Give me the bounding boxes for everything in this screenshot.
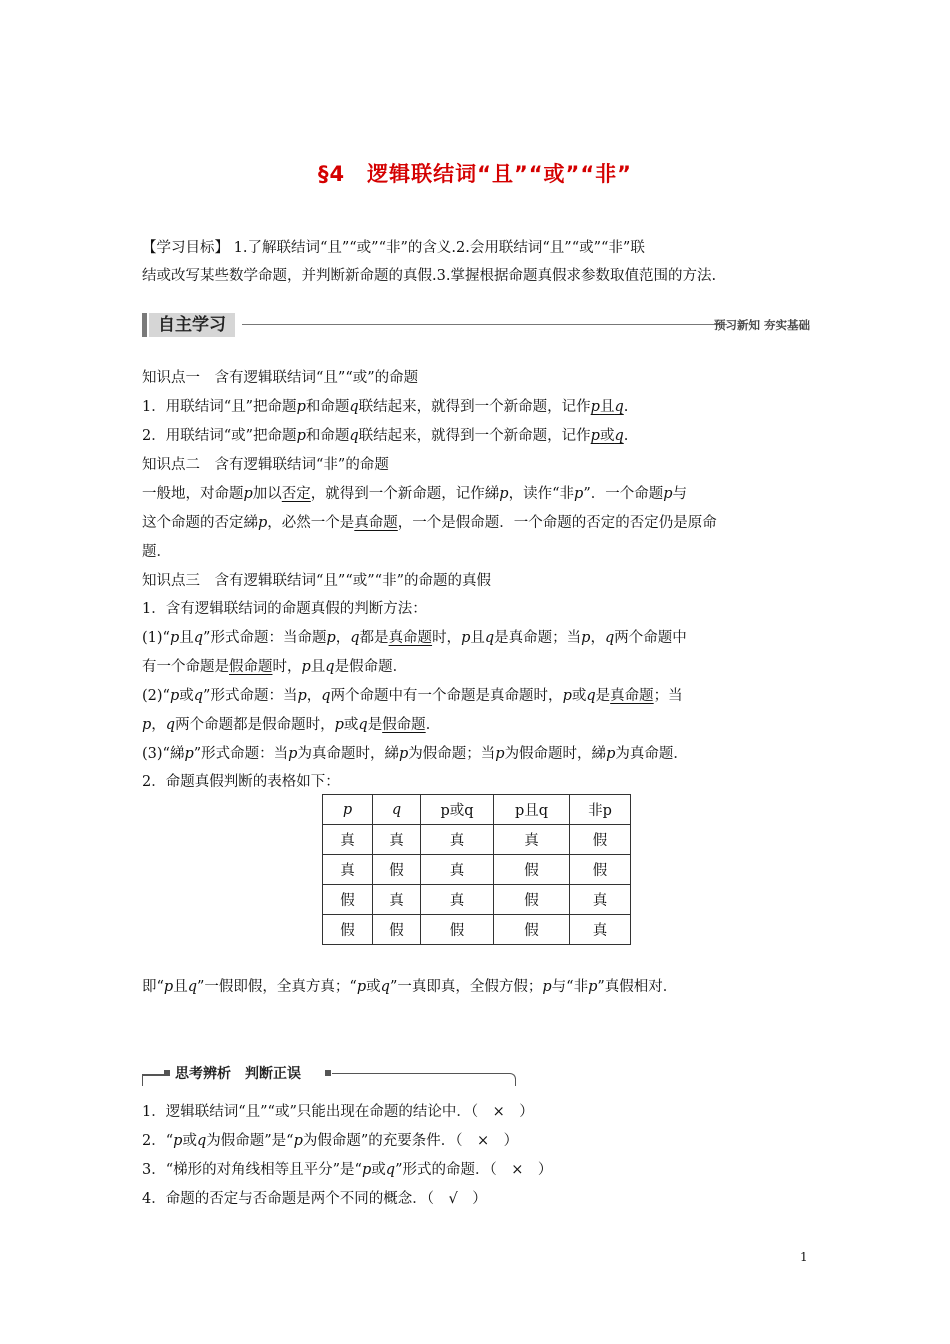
table-cell: 假 [570,855,631,885]
page-number: 1 [800,1250,808,1264]
truth-summary: 即“p且q”一假即假，全真方真；“p或q”一真即真，全假方假；p与“非p”真假相对． [142,979,678,995]
table-cell: 真 [494,825,570,855]
table-cell: 真 [373,885,421,915]
goal-label: 【学习目标】 [142,240,229,256]
table-cell: 真 [421,825,494,855]
think-label: 思考辨析 判断正误 [175,1066,301,1082]
kp2-line2: 这个命题的否定綈p，必然一个是真命题，一个是假命题．一个命题的否定的否定仍是原命 [142,515,717,531]
frame-dash [142,1074,164,1076]
table-cell: 真 [421,885,494,915]
kp3-rule1-line2: 有一个命题是假命题时，p且q是假命题． [142,659,408,675]
table-header-row [323,795,631,825]
table-cell: 真 [373,825,421,855]
table-header-cell: p且q [494,795,570,825]
section-header [142,312,810,338]
table-cell: 假 [421,915,494,945]
section-subtitle: 预习新知 夯实基础 [713,318,810,332]
section-bar [142,313,147,337]
frame-dash [332,1073,516,1086]
table-header-cell: p [323,795,373,825]
table-header-cell: q [373,795,421,825]
table-cell: 真 [570,915,631,945]
kp3-rule1-line1: (1)“p且q”形式命题：当命题p，q都是真命题时，p且q是真命题；当p，q两个命题中 [142,630,687,646]
table-row [323,885,631,915]
kp3-item1: 1．含有逻辑联结词的命题真假的判断方法： [142,601,427,617]
table-cell: 真 [421,855,494,885]
learning-goals: 【学习目标】 1.了解联结词“且”“或”“非”的含义.2.会用联结词“且”“或”“非”联 结或改写某些数学命题，并判断新命题的真假.3.掌握根据命题真假求参数取值范围的方法. [142,240,717,284]
kp2-heading: 知识点二 含有逻辑联结词“非”的命题 [142,457,389,473]
think-item-4: 4．命题的否定与否命题是两个不同的概念．（ √ ） [142,1191,487,1207]
kp2-line3: 题． [142,544,171,560]
table-cell: 真 [323,825,373,855]
think-item-3: 3．“梯形的对角线相等且平分”是“p或q”形式的命题．（ × ） [142,1162,553,1178]
think-item-2: 2．“p或q为假命题”是“p为假命题”的充要条件．（ × ） [142,1133,519,1149]
truth-table [322,794,631,945]
kp1-item1: 1．用联结词“且”把命题p和命题q联结起来，就得到一个新命题，记作p且q. [142,399,629,415]
kp3-heading: 知识点三 含有逻辑联结词“且”“或”“非”的命题的真假 [142,573,491,589]
answer-p-or-q: p或q [590,428,624,444]
table-cell: 假 [323,915,373,945]
kp2-line1: 一般地，对命题p加以否定，就得到一个新命题，记作綈p，读作“非p”．一个命题p与 [142,486,688,502]
table-row [323,855,631,885]
table-header-cell: p或q [421,795,494,825]
answer-p-and-q: p且q [590,399,624,415]
frame-square [325,1070,331,1076]
table-cell: 假 [373,915,421,945]
section-label: 自主学习 [149,313,235,337]
table-row [323,825,631,855]
kp3-item2: 2．命题真假判断的表格如下： [142,774,340,790]
kp3-rule3: (3)“綈p”形式命题：当p为真命题时，綈p为假命题；当p为假命题时，綈p为真命题． [142,746,688,762]
kp1-item2: 2．用联结词“或”把命题p和命题q联结起来，就得到一个新命题，记作p或q. [142,428,629,444]
table-cell: 假 [494,915,570,945]
table-cell: 假 [373,855,421,885]
think-header [142,1063,520,1087]
table-cell: 真 [570,885,631,915]
kp1-heading: 知识点一 含有逻辑联结词“且”“或”的命题 [142,370,419,386]
think-item-1: 1．逻辑联结词“且”“或”只能出现在命题的结论中．（ × ） [142,1104,534,1120]
table-cell: 假 [323,885,373,915]
table-cell: 真 [323,855,373,885]
section-divider [242,324,727,325]
table-header-cell: 非p [570,795,631,825]
frame-square [164,1070,170,1076]
table-row [323,915,631,945]
kp3-rule2-line2: p，q两个命题都是假命题时，p或q是假命题． [142,717,441,733]
table-cell: 假 [570,825,631,855]
page-title: §4 逻辑联结词“且”“或”“非” [318,162,632,186]
table-cell: 假 [494,885,570,915]
kp3-rule2-line1: (2)“p或q”形式命题：当p，q两个命题中有一个命题是真命题时，p或q是真命题；当 [142,688,683,704]
table-cell: 假 [494,855,570,885]
